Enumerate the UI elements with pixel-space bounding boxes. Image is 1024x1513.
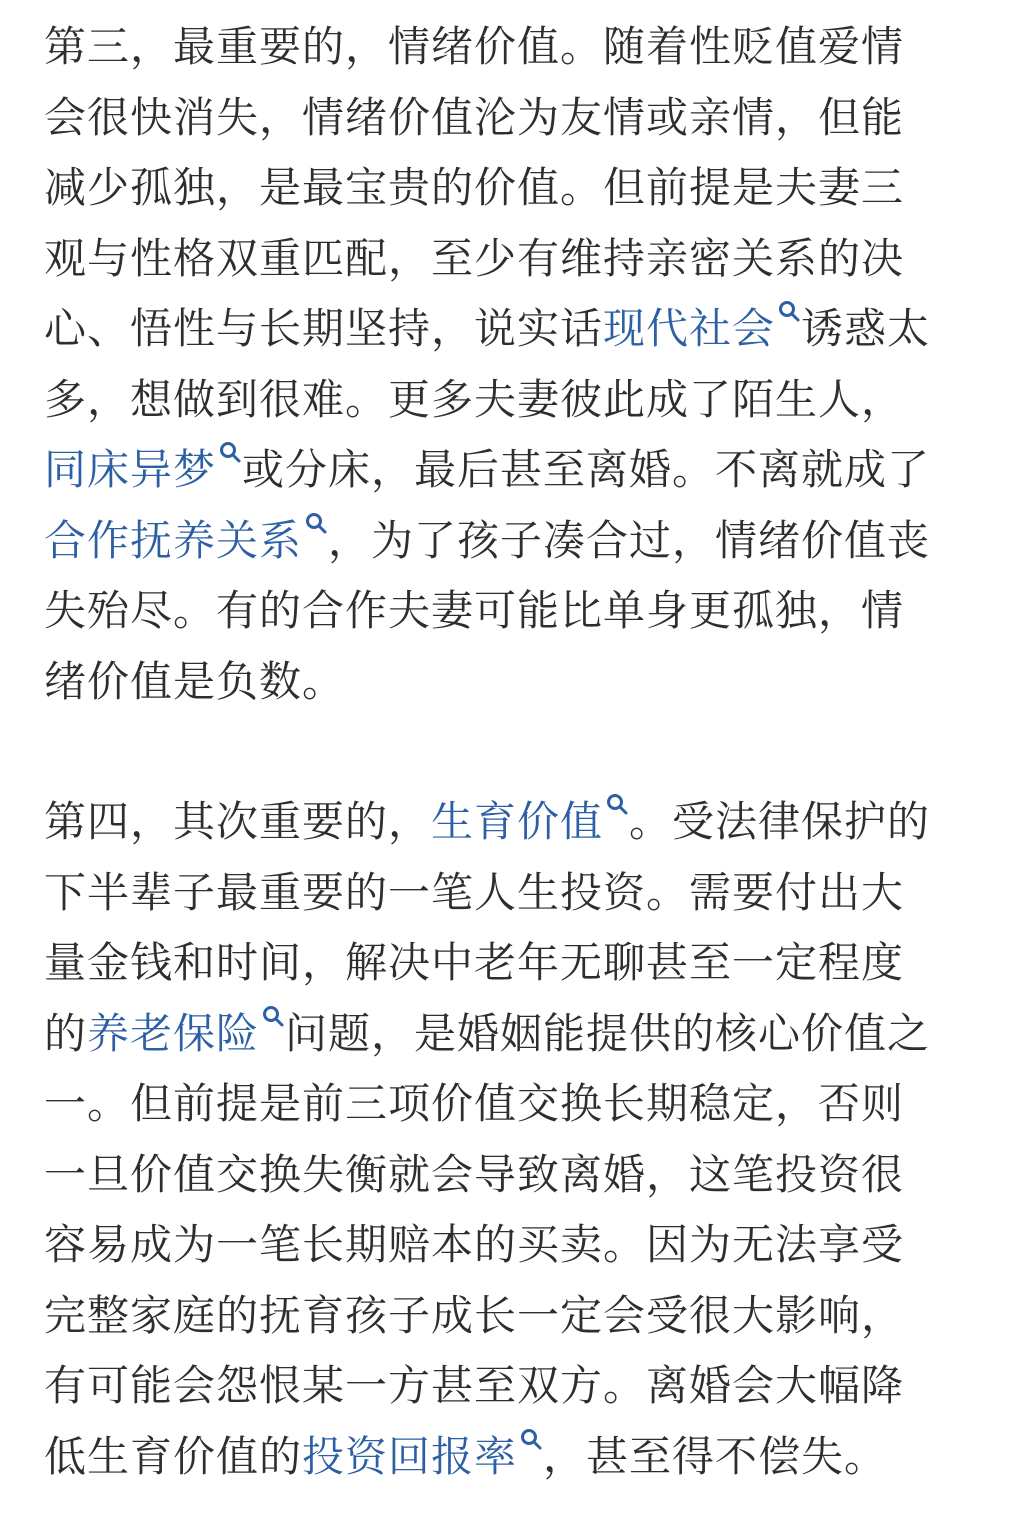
text-run: 一。但前提是前三项价值交换长期稳定，否则 <box>44 1079 905 1128</box>
text-run: 会很快消失，情绪价值沦为友情或亲情，但能 <box>44 92 905 142</box>
text-line <box>44 12 984 83</box>
text-line <box>44 294 984 365</box>
text-line <box>44 858 984 929</box>
search-link-text: 合作抚养关系 <box>44 515 303 565</box>
text-line <box>44 576 984 647</box>
search-link-text: 现代社会 <box>603 304 776 353</box>
text-run: 或分床，最后甚至离婚。不离就成了 <box>242 445 931 494</box>
search-link-text: 同床异梦 <box>44 445 217 494</box>
text-line <box>44 999 984 1070</box>
text-line <box>44 928 984 999</box>
text-line <box>44 224 984 295</box>
text-run: 第三，最重要的，情绪价值。随着性贬值爱情 <box>44 22 905 71</box>
text-run: 量金钱和时间，解决中老年无聊甚至一定程度 <box>44 938 905 987</box>
text-line <box>44 365 984 436</box>
text-run: 一旦价值交换失衡就会导致离婚，这笔投资很 <box>44 1149 905 1199</box>
text-run: 的 <box>44 1008 88 1058</box>
text-line <box>44 787 984 858</box>
text-run: 观与性格双重匹配，至少有维持亲密关系的决 <box>44 233 905 283</box>
search-link-text: 生育价值 <box>431 797 604 846</box>
text-line <box>44 153 984 224</box>
text-line <box>44 1140 984 1211</box>
text-run: 第四，其次重要的， <box>44 797 432 846</box>
text-line <box>44 506 984 577</box>
search-link-text: 投资回报率 <box>302 1431 518 1481</box>
search-icon <box>519 1427 543 1451</box>
search-link[interactable] <box>44 516 328 565</box>
text-run: 下半辈子最重要的一笔人生投资。需要付出大 <box>44 867 905 917</box>
text-run: 心、悟性与长期坚持，说实话 <box>44 304 604 353</box>
text-run: 容易成为一笔长期赔本的买卖。因为无法享受 <box>44 1220 905 1269</box>
text-run: 完整家庭的抚育孩子成长一定会受很大影响， <box>44 1290 905 1340</box>
text-line <box>44 435 984 506</box>
paragraph <box>44 787 984 1492</box>
search-icon <box>777 299 801 323</box>
text-run: ，甚至得不偿失。 <box>543 1431 888 1481</box>
text-run: 绪价值是负数。 <box>44 656 346 706</box>
text-line <box>44 83 984 154</box>
text-run: 问题，是婚姻能提供的核心价值之 <box>285 1008 931 1058</box>
search-icon <box>304 511 328 535</box>
search-icon <box>605 792 629 816</box>
search-link-text: 养老保险 <box>87 1008 260 1058</box>
text-line <box>44 1422 984 1493</box>
paragraph <box>44 12 984 717</box>
text-line <box>44 1069 984 1140</box>
text-run: 有可能会怨恨某一方甚至双方。离婚会大幅降 <box>44 1361 905 1410</box>
search-link[interactable] <box>302 1432 543 1481</box>
search-link[interactable] <box>44 445 242 494</box>
search-icon <box>261 1004 285 1028</box>
text-run: 低生育价值的 <box>44 1431 303 1481</box>
search-link[interactable] <box>87 1009 285 1058</box>
text-run: 多，想做到很难。更多夫妻彼此成了陌生人， <box>44 374 905 424</box>
text-run: 失殆尽。有的合作夫妻可能比单身更孤独，情 <box>44 586 905 635</box>
search-link[interactable] <box>431 797 629 846</box>
text-line <box>44 1281 984 1352</box>
text-run: 诱惑太 <box>801 304 931 353</box>
text-run: 。受法律保护的 <box>629 797 931 846</box>
text-line <box>44 647 984 718</box>
article-body <box>44 12 984 1492</box>
text-line <box>44 1210 984 1281</box>
search-icon <box>218 440 242 464</box>
search-link[interactable] <box>603 304 801 353</box>
text-line <box>44 1351 984 1422</box>
text-run: 减少孤独，是最宝贵的价值。但前提是夫妻三 <box>44 163 905 212</box>
text-run: ，为了孩子凑合过，情绪价值丧 <box>328 515 931 565</box>
